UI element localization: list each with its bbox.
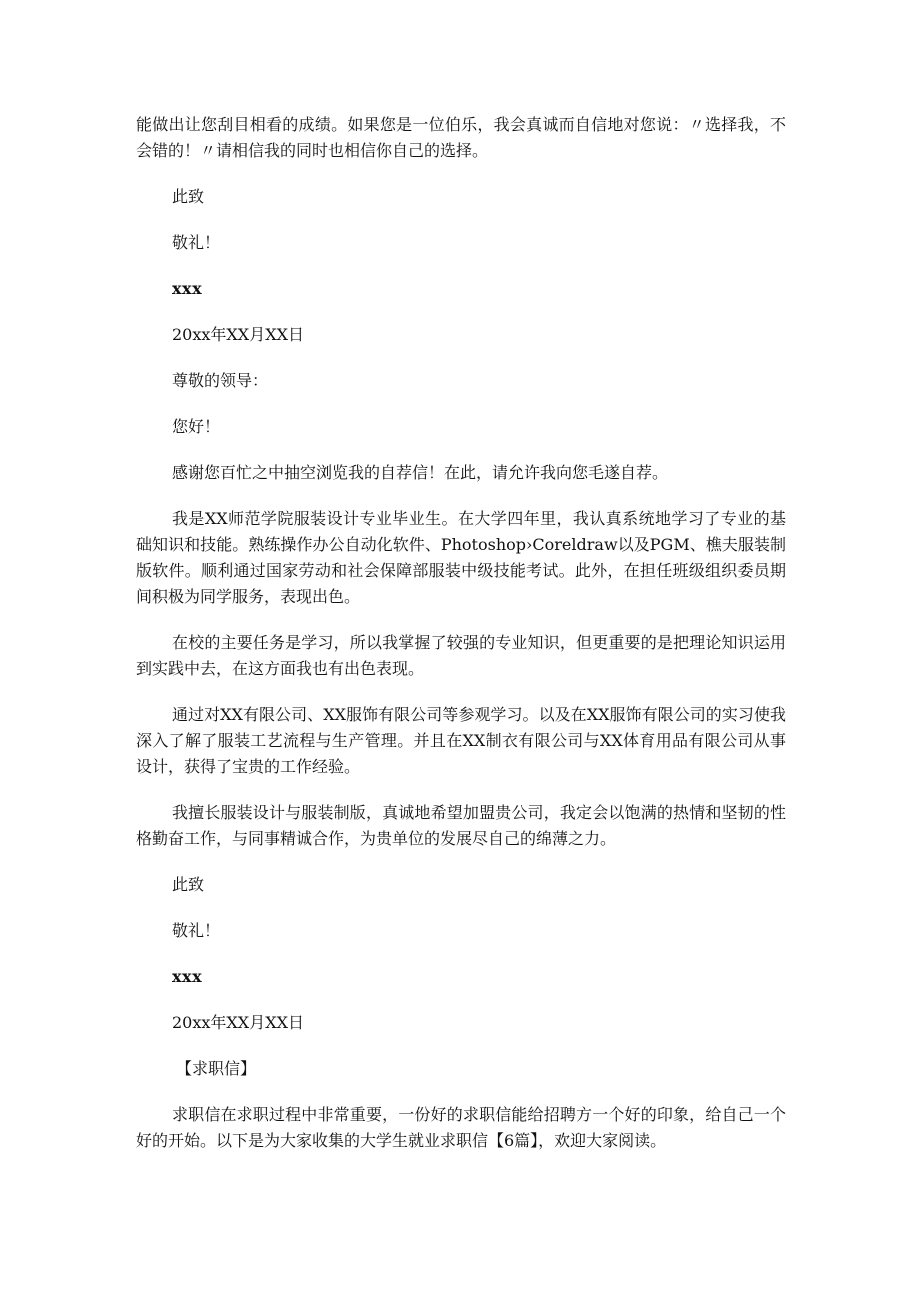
signature: xxx [172,279,203,298]
date-line-2: 20xx年XX月XX日 [172,1013,304,1032]
paragraph-strengths: 我擅长服装设计与服装制版，真诚地希望加盟贵公司，我定会以饱满的热情和坚韧的性格勤奋工作，与同事精诚合作，为贵单位的发展尽自己的绵薄之力。 [136,803,786,848]
paragraph-continuation: 能做出让您刮目相看的成绩。如果您是一位伯乐，我会真诚而自信地对您说：〃选择我，不会错的！〃请相信我的同时也相信你自己的选择。 [136,115,786,160]
paragraph-study: 在校的主要任务是学习，所以我掌握了较强的专业知识，但更重要的是把理论知识运用到实践中去，在这方面我也有出色表现。 [136,633,786,678]
closing-jingli: 敬礼！ [172,233,221,252]
salutation: 尊敬的领导： [172,371,269,390]
paragraph-section-intro: 求职信在求职过程中非常重要，一份好的求职信能给招聘方一个好的印象，给自己一个好的开始。以下是为大家收集的大学生就业求职信【6篇】，欢迎大家阅读。 [136,1105,786,1150]
intro-line: 感谢您百忙之中抽空浏览我的自荐信！在此，请允许我向您毛遂自荐。 [172,463,669,482]
document-body [136,112,786,1174]
date-line: 20xx年XX月XX日 [172,325,304,344]
closing-cizhi: 此致 [172,187,205,206]
greeting: 您好！ [172,417,221,436]
paragraph-background: 我是XX师范学院服装设计专业毕业生。在大学四年里，我认真系统地学习了专业的基础知识和技能。熟练操作办公自动化软件、Photoshop›Coreldraw以及PGM、樵夫服装制版软件。顺利通过国家劳动和社会保障部服装中级技能考试。此外，在担任班级组织委员期间积极为同学服务，表现出色。 [136,509,786,606]
closing-jingli-2: 敬礼！ [172,921,221,940]
paragraph-experience: 通过对XX有限公司、XX服饰有限公司等参观学习。以及在XX服饰有限公司的实习使我深入了解了服装工艺流程与生产管理。并且在XX制衣有限公司与XX体育用品有限公司从事设计，获得了宝贵的工作经验。 [136,705,786,776]
signature-2: xxx [172,967,203,986]
closing-cizhi-2: 此致 [172,875,205,894]
section-heading: 【求职信】 [176,1059,257,1078]
